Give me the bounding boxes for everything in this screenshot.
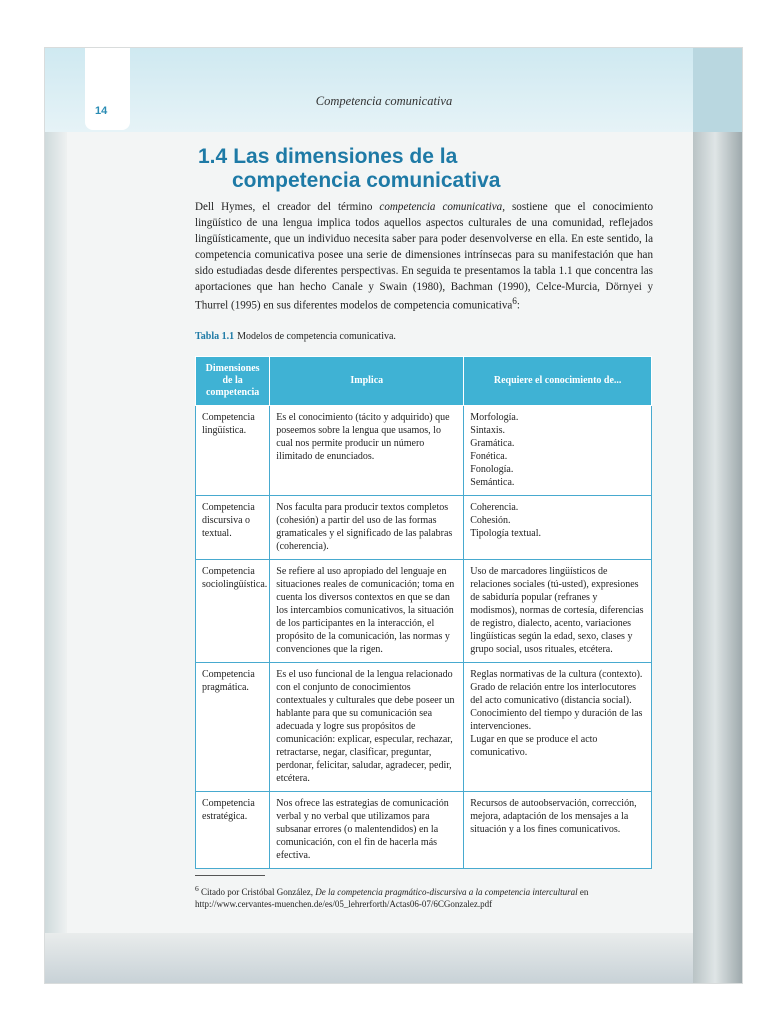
header-implica: Implica (270, 357, 464, 406)
row-implica: Nos ofrece las estrategias de comunicación verbal y no verbal que utilizamos para subsanar errores (o malentendidos) en la comunicación, con el fin de hacerla más efectiva. (270, 792, 464, 869)
models-table (195, 356, 652, 869)
row-dimension: Competencia estratégica. (196, 792, 270, 869)
row-implica: Se refiere al uso apropiado del lenguaje en situaciones reales de comunicación; toma en cuenta los diversos contextos en que se dan los intercambios comunicativos, la situación de los participantes en la interacción, el propósito de la comunicación, las normas y convenciones que la rigen. (270, 560, 464, 663)
row-dimension: Competencia discursiva o textual. (196, 496, 270, 560)
row-requiere: Uso de marcadores lingüísticos de relaciones sociales (tú-usted), expresiones de sabiduría popular (refranes y modismos), normas de cortesía, diferencias de registro, dialecto, acento, variaciones lingüísticas según la edad, sexo, clases y grupo social, usos rituales, etcétera. (464, 560, 652, 663)
page-left-edge (45, 132, 67, 983)
row-requiere: Reglas normativas de la cultura (contexto). Grado de relación entre los interlocutores del acto comunicativo (distancia social). Conocimiento del tiempo y duración de las intervenciones. Lugar en que se produce el acto comunicativo. (464, 663, 652, 792)
row-implica: Es el conocimiento (tácito y adquirido) que poseemos sobre la lengua que usamos, lo cual nos permite producir un número ilimitado de enunciados. (270, 406, 464, 496)
header-requiere: Requiere el conocimiento de... (464, 357, 652, 406)
book-spine (693, 48, 742, 983)
running-head: Competencia comunicativa (315, 94, 453, 108)
section-title-line1: Las dimensiones de la (233, 145, 458, 168)
page-number-tab (85, 48, 130, 130)
row-dimension: Competencia pragmática. (196, 663, 270, 792)
table-header-row (196, 357, 652, 406)
section-title-line2: competencia comunicativa (232, 169, 501, 192)
footnote-rule (195, 875, 265, 876)
row-dimension: Competencia sociolingüística. (196, 560, 270, 663)
table-row (196, 792, 652, 869)
row-requiere: Coherencia. Cohesión. Tipología textual. (464, 496, 652, 560)
footnote-mark: 6 (195, 884, 199, 893)
row-dimension: Competencia lingüística. (196, 406, 270, 496)
table-caption (195, 331, 396, 342)
section-heading (198, 145, 500, 193)
footnote-title: De la competencia pragmático-discursiva a la competencia intercultural (315, 887, 578, 897)
header-dimensiones: Dimensiones de la competencia (196, 357, 270, 406)
table-row (196, 406, 652, 496)
table-row (196, 560, 652, 663)
row-requiere: Recursos de autoobservación, corrección, mejora, adaptación de los mensajes a la situación y a los fines comunicativos. (464, 792, 652, 869)
table-caption-text: Modelos de competencia comunicativa. (237, 331, 396, 342)
section-number: 1.4 (198, 145, 228, 168)
table-row (196, 496, 652, 560)
row-requiere: Morfología. Sintaxis. Gramática. Fonética. Fonología. Semántica. (464, 406, 652, 496)
term-emphasis: competencia comunicativa, (379, 201, 505, 213)
row-implica: Nos faculta para producir textos completos (cohesión) a partir del uso de las formas gramaticales y el significado de las palabras (coherencia). (270, 496, 464, 560)
row-implica: Es el uso funcional de la lengua relacionado con el conjunto de conocimientos contextuales y culturales que debe poseer un hablante para que su comunicación sea adecuada y logre sus propósitos de comunicación: explicar, especular, rechazar, retractarse, negar, clasificar, preguntar, perdonar, felicitar, saludar, agradecer, pedir, etcétera. (270, 663, 464, 792)
header-color-band (45, 48, 742, 132)
page-number: 14 (95, 105, 108, 117)
table-row (196, 663, 652, 792)
table-caption-label: Tabla 1.1 (195, 331, 235, 342)
footnote-reference: 6 (512, 297, 517, 308)
intro-paragraph: Dell Hymes, el creador del término competencia comunicativa, sostiene que el conocimiento lingüístico de una lengua implica todos aquellos aspectos culturales de una comunidad, reflejados lingüísticamente, que un individuo necesita saber para poder desenvolverse en ella. En este sentido, la competencia comunicativa posee una serie de dimensiones intrínsecas para su manifestación que han sido estudiadas desde diferentes perspectivas. En seguida te presentamos la tabla 1.1 que concentra las aportaciones que han hecho Canale y Swain (1980), Bachman (1990), Celce-Murcia, Dörnyei y Thurrel (1995) en sus diferentes modelos de competencia comunicativa$^6$: (195, 201, 653, 313)
page-bottom-edge (45, 933, 742, 983)
footnote-link[interactable]: en http://www.cervantes-muenchen.de/es/05_lehrerforth/Actas06-07/6CGonzalez.pdf (195, 887, 589, 909)
footnote: $^6$ Citado por Cristóbal González, De la competencia pragmático-discursiva a la competencia intercultural en http://www.cervantes-muenchen.de/es/05_lehrerforth/Actas06-07/6CGonzalez.pdf (195, 884, 589, 909)
